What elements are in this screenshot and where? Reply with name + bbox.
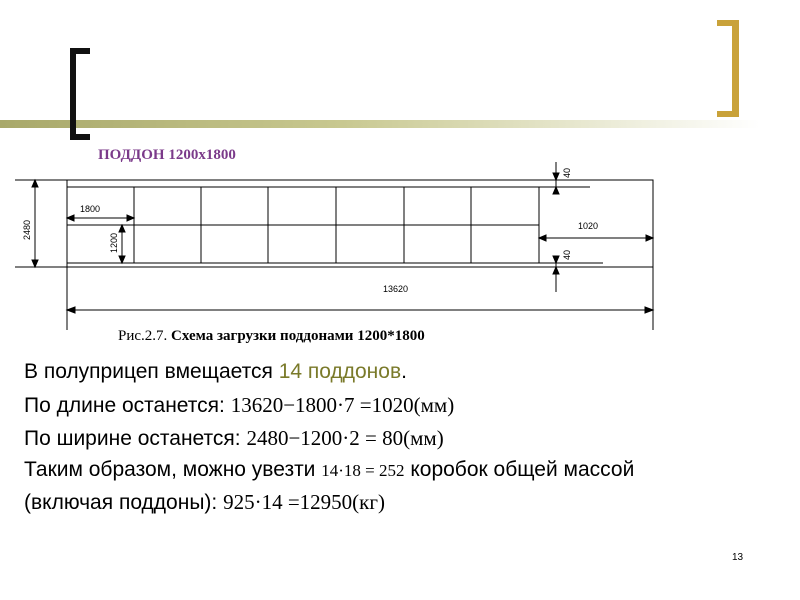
formula-mass: 925·14 =12950(кг) [223,490,385,514]
line-mass [24,490,385,515]
dim-label-pallet-length: 1800 [80,204,101,214]
line-length-text: По длине останется: [24,394,231,417]
line-boxes-text: Таким образом, можно увезти [24,458,322,481]
caption-text: Схема загрузки поддонами 1200*1800 [171,328,425,344]
line-length-remainder [24,393,454,418]
dim-label-gap-bottom: 40 [562,249,572,260]
line-capacity-end: . [401,360,407,383]
line-boxes-end: коробок общей массой [404,458,635,481]
caption-prefix: Рис.2.7. [118,328,172,344]
dim-label-width: 2480 [22,219,32,240]
figure-caption [118,328,425,345]
page-title: ПОДДОН 1200х1800 [98,147,236,163]
pallet-count-highlight: 14 поддонов [278,360,402,383]
dim-label-remaining: 1020 [578,221,599,231]
dim-label-pallet-width: 1200 [109,232,119,253]
line-capacity [24,360,407,384]
dim-label-gap-top: 40 [562,167,572,178]
line-mass-text: (включая поддоны): [24,491,224,514]
formula-length: 13620−1800·7 =1020(мм) [230,393,455,417]
line-width-remainder [24,426,444,451]
page-number: 13 [732,552,744,563]
formula-boxes: 14·18 = 252 [321,461,405,480]
line-boxes [24,458,634,482]
formula-width: 2480−1200·2 = 80(мм) [246,426,444,450]
line-capacity-text: В полуприцеп вмещается [24,360,279,383]
dim-label-total-length: 13620 [383,284,409,294]
line-width-text: По ширине останется: [24,427,247,450]
